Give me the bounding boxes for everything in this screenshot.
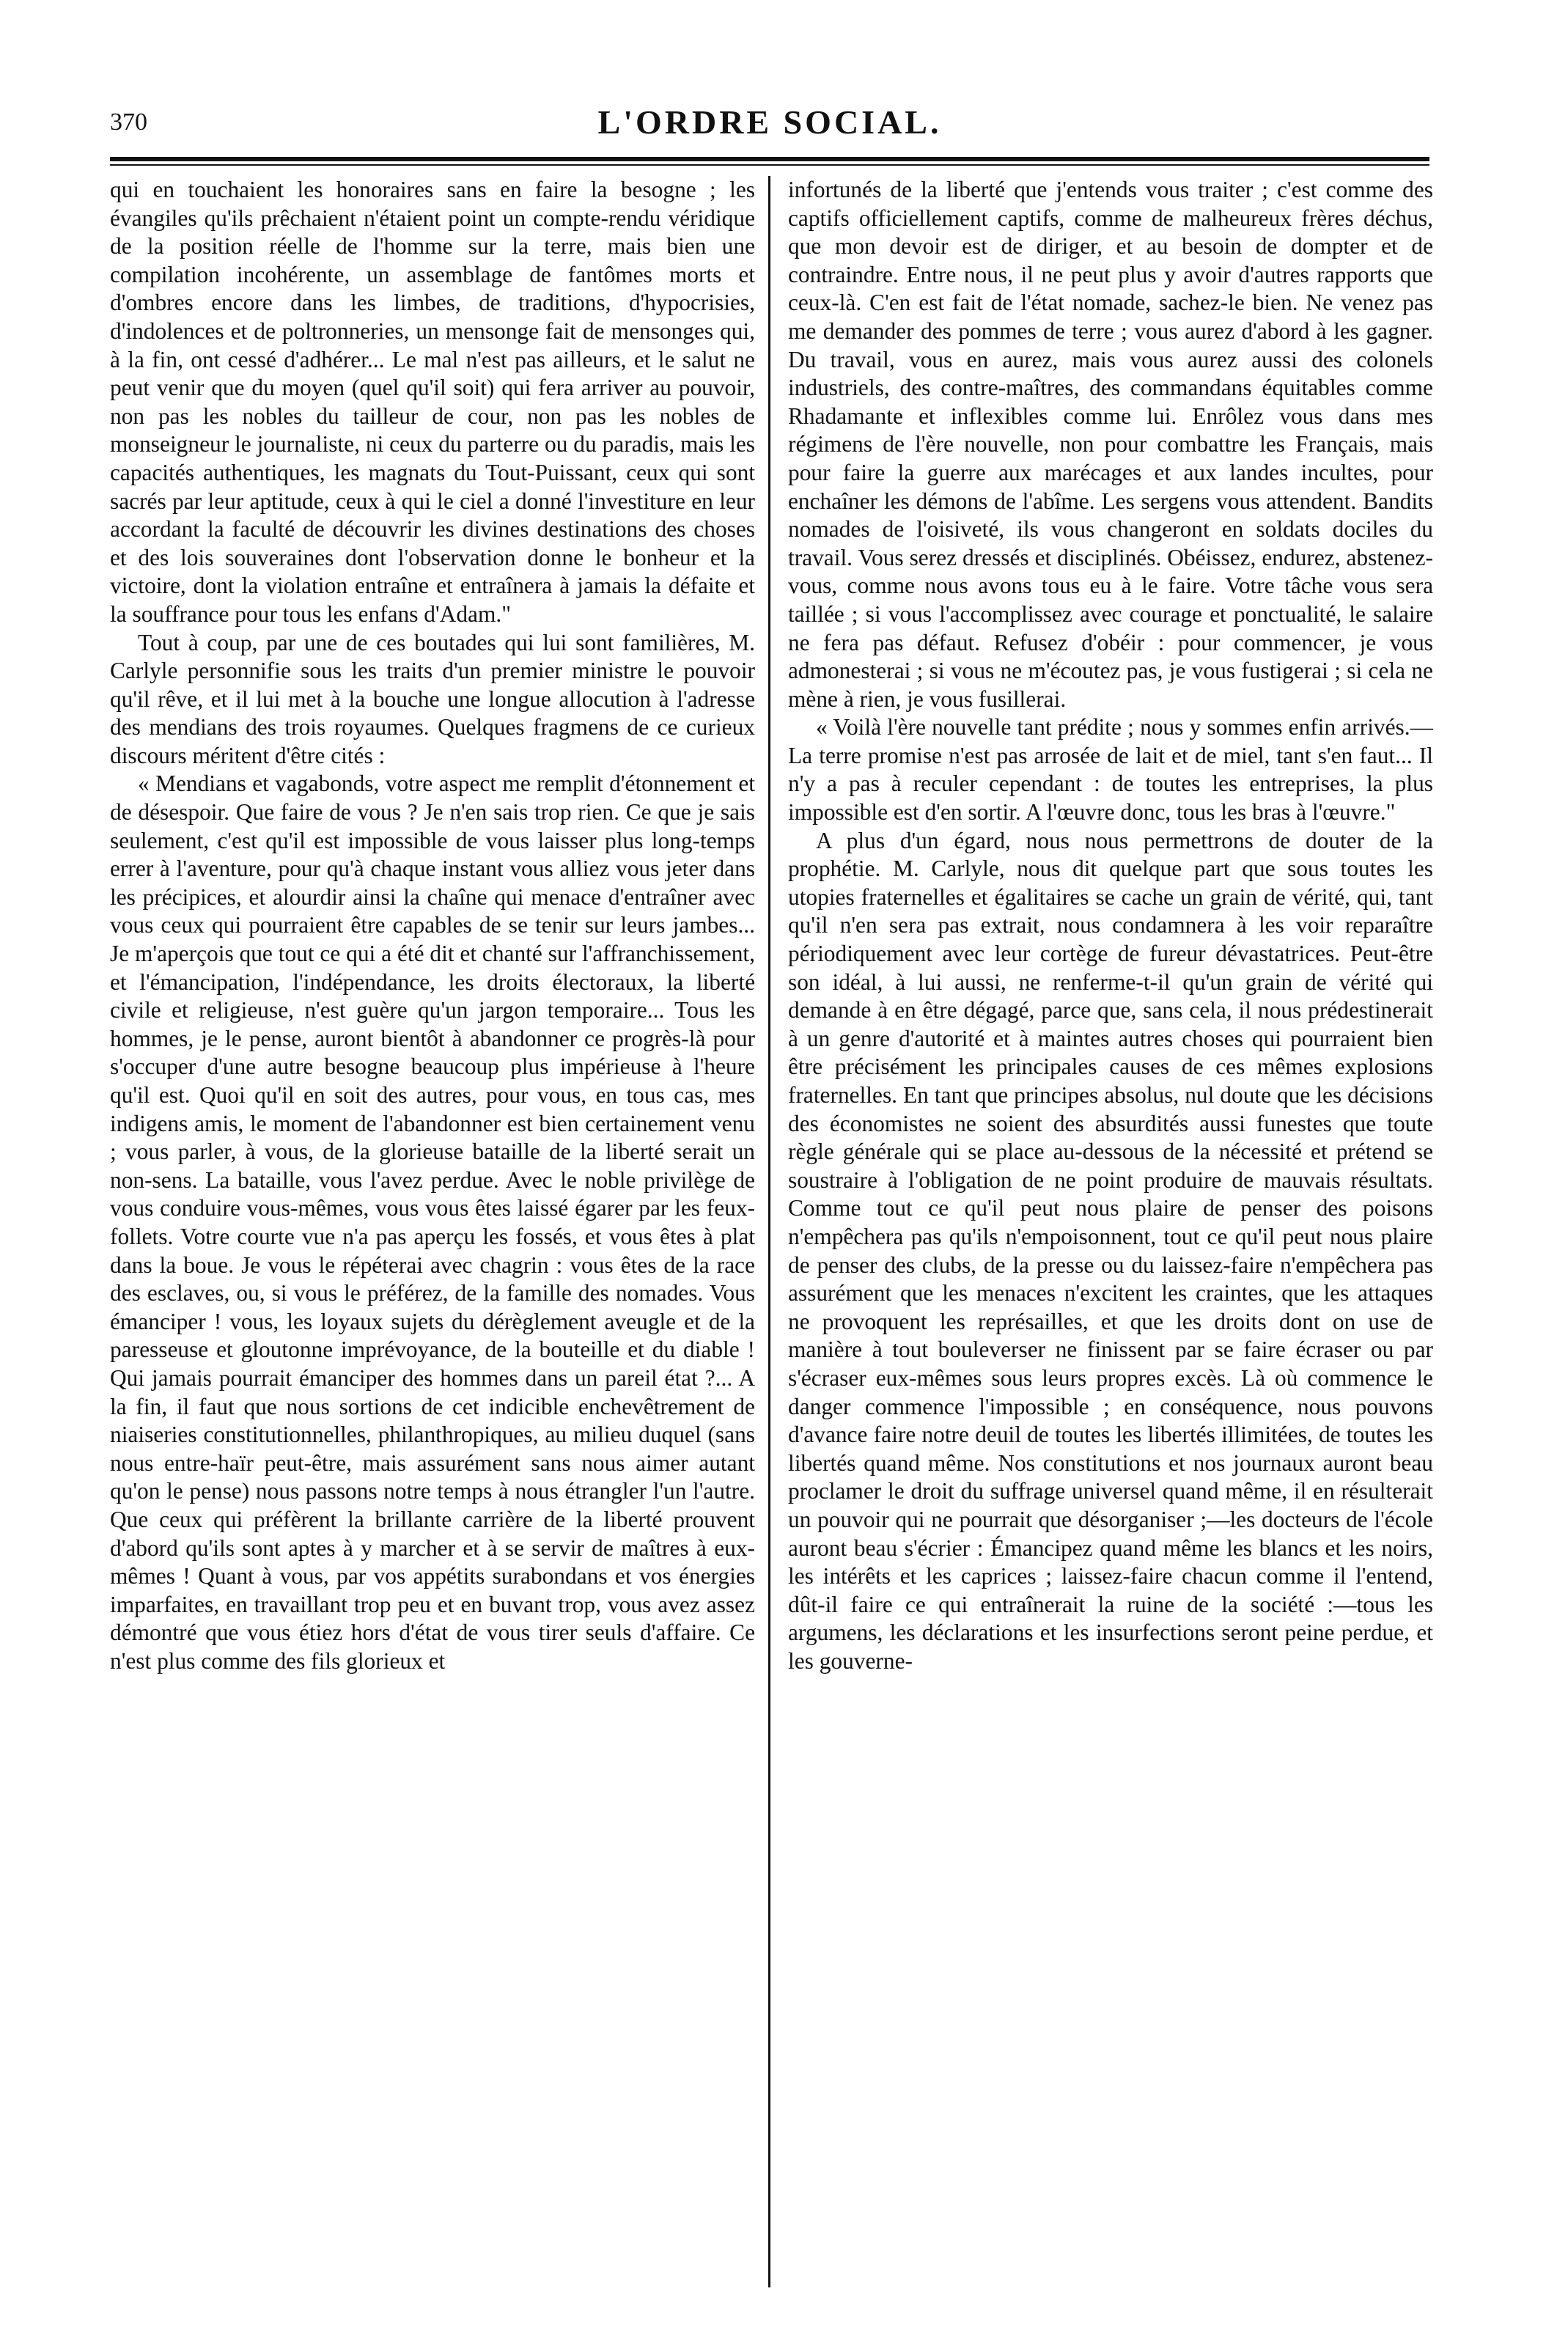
paragraph: Tout à coup, par une de ces boutades qui lui sont familières, M. Carlyle personnifie sous les traits d'un premier ministre le pouvoir qu'il rêve, et il lui met à la bouche une longue allocution à l'adresse des mendians des trois royaumes. Quelques fragmens de ce curieux discours méritent d'être cités :: [110, 629, 755, 768]
paragraph: « Mendians et vagabonds, votre aspect me remplit d'étonnement et de désespoir. Que faire de vous ? Je n'en sais trop rien. Ce que je sais seulement, c'est qu'il est impossible de vous laisser plus long-temps errer à l'aventure, pour qu'à chaque instant vous alliez vous jeter dans les précipices, et alourdir ainsi la chaîne qui menace d'entraîner avec vous ceux qui pourraient être capables de se tenir sur leurs jambes... Je m'aperçois que tout ce qui a été dit et chanté sur l'affranchissement, et l'émancipation, l'indépendance, les droits électoraux, la liberté civile et religieuse, n'est guère qu'un jargon temporaire... Tous les hommes, je le pense, auront bientôt à abandonner ce progrès-là pour s'occuper d'une autre besogne beaucoup plus impérieuse à l'heure qu'il est. Quoi qu'il en soit des autres, pour vous, en tous cas, mes indigens amis, le moment de l'abandonner est bien certainement venu ; vous parler, à vous, de la glorieuse bataille de la liberté serait un non-sens. La bataille, vous l'avez perdue. Avec le noble privilège de vous conduire vous-mêmes, vous vous êtes laissé égarer par les feux-follets. Votre courte vue n'a pas aperçu les fossés, et vous êtes à plat dans la boue. Je vous le répéterai avec chagrin : vous êtes de la race des esclaves, ou, si vous le préférez, de la famille des nomades. Vous émanciper ! vous, les loyaux sujets du dérèglement aveugle et de la paresseuse et gloutonne imprévoyance, de la bouteille et du diable ! Qui jamais pourrait émanciper des hommes dans un pareil état ?... A la fin, il faut que nous sortions de cet indicible enchevêtrement de niaiseries constitutionnelles, philanthropiques, au milieu duquel (sans nous entre-haïr peut-être, mais assurément sans nous aimer autant qu'on le pense) nous passons notre temps à nous étrangler l'un l'autre. Que ceux qui préfèrent la brillante carrière de la liberté prouvent d'abord qu'ils sont aptes à y marcher et à se servir de maîtres à eux-mêmes ! Quant à vous, par vos appétits surabondans et vos énergies imparfaites, en travaillant trop peu et en buvant trop, vous avez assez démontré que vous étiez hors d'état de vous tirer seuls d'affaire. Ce n'est plus comme des fils glorieux et: [110, 771, 755, 1674]
header-rule-thin: [110, 164, 1429, 166]
header-rule: [110, 157, 1429, 161]
paragraph: A plus d'un égard, nous nous permettrons de douter de la prophétie. M. Carlyle, nous dit quelque part que sous toutes les utopies fraternelles et égalitaires se cache un grain de vérité, qui, tant qu'il n'en sera pas extrait, nous condamnera à les voir reparaître périodiquement avec leur cortège de fureur dévastatrices. Peut-être son idéal, à lui aussi, ne renferme-t-il qu'un grain de vérité qui demande à en être dégagé, parce que, sans cela, il nous prédestinerait à un genre d'autorité et à maintes autres choses qui pourraient bien être précisément les principales causes de ces mêmes explosions fraternelles. En tant que principes absolus, nul doute que les décisions des économistes ne soient des absurdités aussi funestes que toute règle générale qui se place au-dessous de la nécessité et prétend se soustraire à l'obligation de ne point produire de mauvais résultats. Comme tout ce qu'il peut nous plaire de penser des poisons n'empêchera pas qu'ils n'empoisonnent, tout ce qu'il peut nous plaire de penser des clubs, de la presse ou du laissez-faire n'empêchera pas assurément que les menaces n'excitent les craintes, que les attaques ne provoquent les représailles, et que les droits dont on use de manière à tout bouleverser ne finissent par se faire écraser ou par s'écraser eux-mêmes sous leurs propres excès. Là où commence le danger commence l'impossible ; en conséquence, nous pouvons d'avance faire notre deuil de toutes les libertés illimitées, de toutes les libertés quand même. Nos constitutions et nos journaux auront beau proclamer le droit du suffrage universel quand même, il en résulterait un pouvoir qui ne pourrait que désorganiser ;—les docteurs de l'école auront beau s'écrier : Émancipez quand même les blancs et les noirs, les intérêts et les caprices ; laissez-faire chacun comme il l'entend, dût-il faire ce qui entraînerait la ruine de la société :—tous les argumens, les déclarations et les insurfections seront peine perdue, et les gouverne-: [788, 827, 1433, 1674]
page-header: [110, 103, 1429, 154]
left-column: [110, 176, 755, 1675]
page-number: 370: [110, 109, 147, 136]
running-title: L'ORDRE SOCIAL.: [597, 103, 942, 141]
column-divider: [768, 176, 770, 2287]
right-column: [788, 176, 1433, 1675]
paragraph: qui en touchaient les honoraires sans en faire la besogne ; les évangiles qu'ils prêchaient n'étaient point un compte-rendu véridique de la position réelle de l'homme sur la terre, mais bien une compilation incohérente, un assemblage de fantômes morts et d'ombres encore dans les limbes, de traditions, d'hypocrisies, d'indolences et de poltronneries, un mensonge fait de mensonges qui, à la fin, ont cessé d'adhérer... Le mal n'est pas ailleurs, et le salut ne peut venir que du moyen (quel qu'il soit) qui fera arriver au pouvoir, non pas les nobles du tailleur de cour, non pas les nobles de monseigneur le journaliste, ni ceux du parterre ou du paradis, mais les capacités authentiques, les magnats du Tout-Puissant, ceux qui sont sacrés par leur aptitude, ceux à qui le ciel a donné l'investiture en leur accordant la faculté de découvrir les divines destinations des choses et des lois souveraines dont l'observation donne le bonheur et la victoire, dont la violation entraîne et entraînera à jamais la défaite et la souffrance pour tous les enfans d'Adam.": [110, 177, 755, 627]
paragraph: « Voilà l'ère nouvelle tant prédite ; nous y sommes enfin arrivés.—La terre promise n'est pas arrosée de lait et de miel, tant s'en faut... Il n'y a pas à reculer cependant : de toutes les entreprises, la plus impossible est d'en sortir. A l'œuvre donc, tous les bras à l'œuvre.": [788, 714, 1433, 826]
paragraph: infortunés de la liberté que j'entends vous traiter ; c'est comme des captifs officiellement captifs, comme de malheureux frères déchus, que mon devoir est de diriger, et au besoin de dompter et de contraindre. Entre nous, il ne peut plus y avoir d'autres rapports que ceux-là. C'en est fait de l'état nomade, sachez-le bien. Ne venez pas me demander des pommes de terre ; vous aurez d'abord à les gagner. Du travail, vous en aurez, mais vous aurez aussi des colonels industriels, des contre-maîtres, des commandans équitables comme Rhadamante et inflexibles comme lui. Enrôlez vous dans mes régimens de l'ère nouvelle, non pour combattre les Français, mais pour faire la guerre aux marécages et aux landes incultes, pour enchaîner les démons de l'abîme. Les sergens vous attendent. Bandits nomades de l'oisiveté, ils vous changeront en soldats dociles du travail. Vous serez dressés et disciplinés. Obéissez, endurez, abstenez-vous, comme nous avons tous eu à le faire. Votre tâche vous sera taillée ; si vous l'accomplissez avec courage et ponctualité, le salaire ne fera pas défaut. Refusez d'obéir : pour commencer, je vous admonesterai ; si vous ne m'écoutez pas, je vous fustigerai ; si cela ne mène à rien, je vous fusillerai.: [788, 177, 1433, 712]
